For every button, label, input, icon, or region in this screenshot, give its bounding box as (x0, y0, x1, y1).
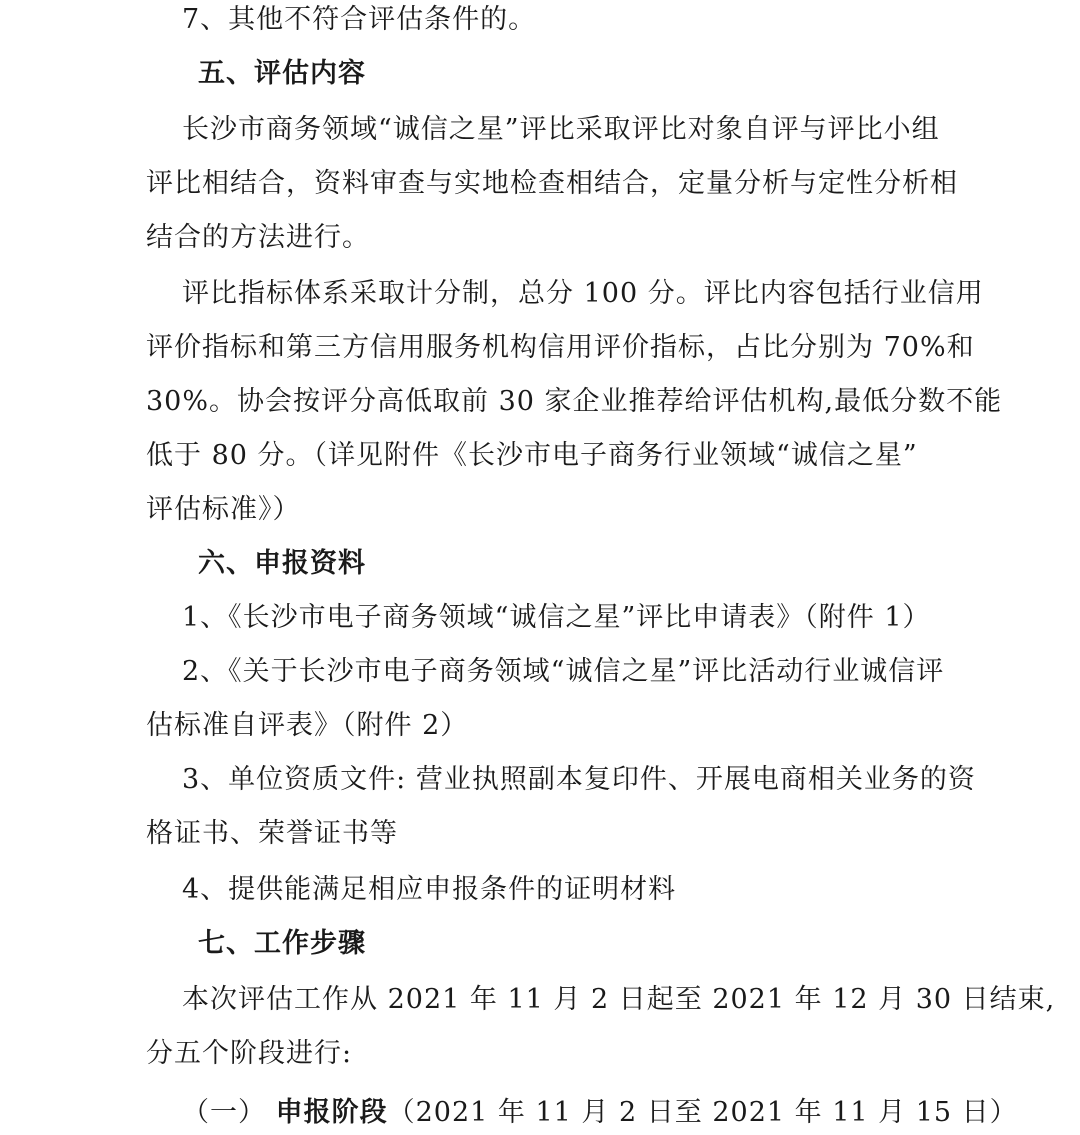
paragraph-line: 低于 80 分。（详见附件《长沙市电子商务行业领域“诚信之星” (146, 440, 918, 471)
paragraph-line: 评价指标和第三方信用服务机构信用评价指标，占比分别为 70%和 (146, 332, 975, 363)
section-heading-work-steps: 七、工作步骤 (198, 928, 366, 959)
stage-number: （一） (182, 1097, 266, 1128)
list-item: 2、《关于长沙市电子商务领域“诚信之星”评比活动行业诚信评 (182, 656, 945, 687)
list-item: 4、提供能满足相应申报条件的证明材料 (182, 874, 677, 905)
paragraph-line: 评估标准》） (146, 494, 301, 525)
section-heading-application-materials: 六、申报资料 (198, 548, 366, 579)
paragraph-line: 本次评估工作从 2021 年 11 月 2 日起至 2021 年 12 月 30 日结束, (182, 984, 1056, 1015)
stage-name: 申报阶段 (275, 1097, 388, 1128)
list-item: 1、《长沙市电子商务领域“诚信之星”评比申请表》（附件 1） (182, 602, 931, 633)
list-item: 3、单位资质文件: 营业执照副本复印件、开展电商相关业务的资 (182, 764, 976, 795)
stage-1-heading (182, 1093, 1018, 1133)
paragraph-line: 评比指标体系采取计分制，总分 100 分。评比内容包括行业信用 (182, 278, 984, 309)
list-item-continuation: 估标准自评表》（附件 2） (146, 710, 469, 741)
section-heading-evaluation-content: 五、评估内容 (198, 58, 366, 89)
paragraph-line: 30%。协会按评分高低取前 30 家企业推荐给评估机构,最低分数不能 (146, 386, 1003, 417)
list-item-continuation: 格证书、荣誉证书等 (146, 818, 398, 849)
criteria-item-7: 7、其他不符合评估条件的。 (182, 4, 537, 35)
stage-dates: （2021 年 11 月 2 日至 2021 年 11 月 15 日） (387, 1097, 1018, 1128)
paragraph-line: 评比相结合，资料审查与实地检查相结合，定量分析与定性分析相 (146, 168, 958, 199)
paragraph-line: 结合的方法进行。 (146, 222, 370, 253)
paragraph-line: 分五个阶段进行: (146, 1038, 353, 1069)
paragraph-line: 长沙市商务领域“诚信之星”评比采取评比对象自评与评比小组 (182, 114, 940, 145)
